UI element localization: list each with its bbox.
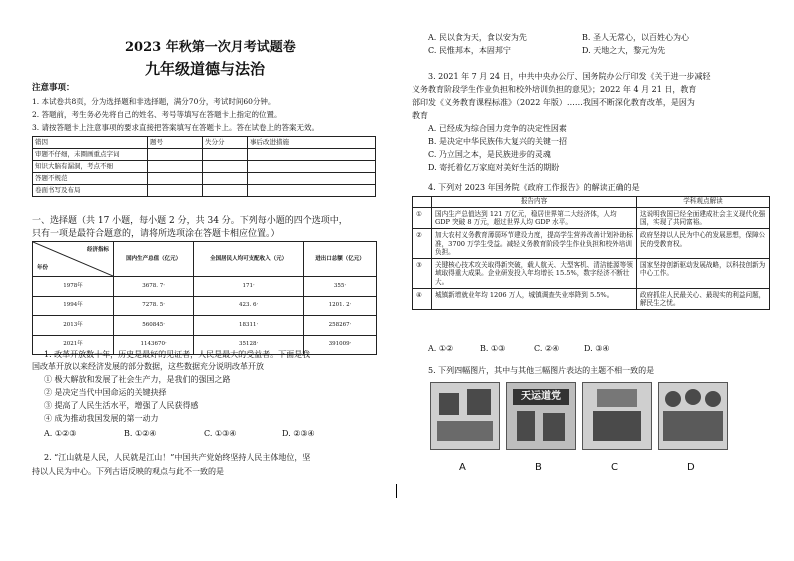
report-content: 城镇新增就业年均 1206 万人，城镇调查失业率降到 5.5%。: [432, 288, 637, 309]
view-interpretation: 政府坚持以人民为中心的发展思想，保障公民的受教育权。: [637, 229, 770, 259]
q3-stem: 3. 2021 年 7 月 24 日，中共中央办公厅、国务院办公厅印发《关于进一步减轻: [428, 72, 711, 81]
picture-label-d: D: [687, 462, 695, 473]
table-cell[interactable]: [148, 149, 203, 161]
table-row-label: 卷面书写及布局: [33, 185, 148, 197]
table-cell[interactable]: [248, 173, 376, 185]
value-cell: 423. 6·: [194, 296, 304, 316]
figure-shape: [437, 421, 493, 441]
table-cell[interactable]: [248, 161, 376, 173]
q2-stem: 持以人民为中心。下列古语反映的观点与此不一致的是: [32, 467, 224, 476]
economic-data-table: [32, 241, 377, 355]
note-3: 3. 请按答题卡上注意事项的要求直接把答案填写在答题卡上。答在试卷上的答案无效。: [32, 123, 320, 132]
q4-option-a[interactable]: A. ①②: [428, 344, 454, 353]
q4-option-d[interactable]: D. ③④: [584, 344, 610, 353]
note-1: 1. 本试卷共8页，分为选择题和非选择题，满分70分，考试时间60分钟。: [32, 97, 276, 106]
year-cell: 1994年: [33, 296, 114, 316]
picture-label-a: A: [459, 462, 466, 473]
value-cell: 560845·: [114, 316, 194, 336]
picture-label-b: B: [535, 462, 542, 473]
figure-shape: [439, 393, 459, 415]
value-cell: 7278. 5·: [114, 296, 194, 316]
q2-option-c[interactable]: C. 民惟邦本，本固邦宁: [428, 46, 511, 55]
report-content: 加大农村义务教育薄弱环节建设力度，提高学生营养改善计划补助标准，3700 万学生受益。减轻义务教育阶段学生作业负担和校外培训负担。: [432, 229, 637, 259]
page-divider: [396, 484, 397, 498]
corner-top-label: 经济指标: [86, 247, 109, 253]
q4-option-b[interactable]: B. ①③: [480, 344, 506, 353]
value-cell: 1201. 2·: [304, 296, 377, 316]
view-interpretation: 国家坚持创新驱动发展战略，以科技创新为中心工作。: [637, 259, 770, 289]
row-number: ①: [413, 208, 432, 229]
q3-stem: 部印发《义务教育课程标准》（2022 年版）……我国不断深化教育改革，是因为: [412, 98, 695, 107]
table-header: 学科观点解读: [637, 197, 770, 208]
table-cell[interactable]: [148, 161, 203, 173]
picture-b-banner: 天运道党: [513, 389, 569, 405]
figure-shape: [665, 391, 681, 407]
year-cell: 2021年: [33, 335, 114, 355]
q3-option-d[interactable]: D. 寄托着亿万家庭对美好生活的期盼: [428, 163, 560, 172]
left-page: [0, 0, 396, 561]
figure-shape: [597, 389, 637, 407]
exam-subject: 九年级道德与法治: [145, 60, 266, 78]
table-header: 错因: [33, 137, 148, 149]
value-cell: 171·: [194, 277, 304, 297]
value-cell: 3678. 7·: [114, 277, 194, 297]
table-corner-cell: [33, 242, 114, 277]
table-row-label: 知识大脑有漏洞，考点不细: [33, 161, 148, 173]
picture-c[interactable]: [582, 382, 652, 450]
q1-stem: 1. 改革开放数十年，历史是最好的见证者，人民是最大的受益者。下面是我: [44, 350, 311, 359]
report-content: 关键核心技术攻关取得新突破，载人航天、大型客机、清洁能源等领域取得重大成果。企业研发投入年均增长 15.5%，数字经济不断壮大。: [432, 259, 637, 289]
row-number: ②: [413, 229, 432, 259]
figure-shape: [685, 389, 701, 405]
figure-shape: [593, 411, 641, 441]
view-interpretation: 这说明我国已经全面建成社会主义现代化强国，实现了共同富裕。: [637, 208, 770, 229]
section-1-instruction: 只有一项是最符合题意的，请将所选项涂在答题卡相应位置。）: [32, 229, 280, 239]
value-cell: 355·: [304, 277, 377, 297]
figure-shape: [705, 391, 721, 407]
year-cell: 1978年: [33, 277, 114, 297]
row-number: ③: [413, 259, 432, 289]
q2-option-a[interactable]: A. 民以食为天，食以安为先: [428, 33, 527, 42]
table-header: 题号: [148, 137, 203, 149]
value-cell: 35128·: [194, 335, 304, 355]
report-content: 国内生产总值达到 121 万亿元，稳居世界第二大经济体，人均 GDP 突破 8 万元，超过世界人均 GDP 水平。: [432, 208, 637, 229]
q3-option-a[interactable]: A. 已经成为综合国力竞争的决定性因素: [428, 124, 567, 133]
q2-option-b[interactable]: B. 圣人无常心，以百姓心为心: [582, 33, 689, 42]
view-interpretation: 政府抓住人民最关心、最现实的利益问题，解民生之忧。: [637, 288, 770, 309]
value-cell: 391009·: [304, 335, 377, 355]
table-header: 报告内容: [432, 197, 637, 208]
table-cell[interactable]: [248, 185, 376, 197]
table-cell[interactable]: [203, 149, 248, 161]
q4-table: [412, 196, 770, 310]
picture-b[interactable]: [506, 382, 576, 450]
q2-stem: 2. “江山就是人民，人民就是江山！”中国共产党始终坚持人民主体地位，坚: [44, 453, 311, 462]
q1-item: ③ 提高了人民生活水平，增强了人民获得感: [44, 401, 199, 410]
figure-shape: [543, 413, 565, 441]
picture-d[interactable]: [658, 382, 728, 450]
q1-option-b[interactable]: B. ①②④: [124, 429, 157, 438]
table-header: 进出口总额（亿元）: [304, 242, 377, 277]
figure-shape: [517, 411, 535, 441]
q2-option-d[interactable]: D. 天地之大，黎元为先: [582, 46, 666, 55]
q5-stem: 5. 下列四幅图片，其中与其他三幅图片表达的主题不相一致的是: [428, 366, 655, 375]
table-cell[interactable]: [148, 185, 203, 197]
q3-stem: 义务教育阶段学生作业负担和校外培训负担的意见》；2022 年 4 月 21 日，教育: [412, 85, 697, 94]
table-header: 国内生产总值（亿元）: [114, 242, 194, 277]
q3-option-c[interactable]: C. 乃立国之本，是民族进步的灵魂: [428, 150, 551, 159]
table-header: 事后改进措施: [248, 137, 376, 149]
value-cell: 18311·: [194, 316, 304, 336]
table-header: [413, 197, 432, 208]
picture-a[interactable]: [430, 382, 500, 450]
figure-shape: [663, 411, 723, 441]
q1-option-d[interactable]: D. ②③④: [282, 429, 315, 438]
table-cell[interactable]: [203, 161, 248, 173]
section-1-heading: 一、选择题（共 17 小题，每小题 2 分，共 34 分。下列每小题的四个选项中，: [32, 216, 348, 226]
error-analysis-table: [32, 136, 376, 197]
value-cell: 258267·: [304, 316, 377, 336]
table-cell[interactable]: [248, 149, 376, 161]
value-cell: 1143670·: [114, 335, 194, 355]
table-cell[interactable]: [203, 173, 248, 185]
q1-option-c[interactable]: C. ①③④: [204, 429, 237, 438]
note-2: 2. 答题前，考生务必先将自己的姓名、考号等填写在答题卡上指定的位置。: [32, 110, 282, 119]
row-number: ④: [413, 288, 432, 309]
q1-stem: 国改革开放以来经济发展的部分数据，这些数据充分说明改革开放: [32, 362, 264, 371]
exam-title: 2023 年秋第一次月考试题卷: [125, 40, 296, 55]
q3-option-b[interactable]: B. 是决定中华民族伟大复兴的关键一招: [428, 137, 567, 146]
q4-stem: 4. 下列对 2023 年国务院《政府工作报告》的解读正确的是: [428, 183, 640, 192]
table-row-label: 答题不规范: [33, 173, 148, 185]
table-header: 失分分: [203, 137, 248, 149]
q1-item: ① 极大解放和发展了社会生产力，是我们的强国之路: [44, 375, 231, 384]
notes-heading: 注意事项：: [32, 83, 75, 93]
q3-stem: 教育: [412, 111, 428, 120]
year-cell: 2013年: [33, 316, 114, 336]
q1-option-a[interactable]: A. ①②③: [44, 429, 77, 438]
q1-item: ④ 成为推动我国发展的第一动力: [44, 414, 159, 423]
table-cell[interactable]: [203, 185, 248, 197]
table-cell[interactable]: [148, 173, 203, 185]
corner-bottom-label: 年份: [37, 265, 49, 272]
table-header: 全国居民人均可支配收入（元）: [194, 242, 304, 277]
figure-shape: [467, 389, 491, 415]
table-row-label: 审题不仔细，未圈画重点字词: [33, 149, 148, 161]
q1-item: ② 是决定当代中国命运的关键抉择: [44, 388, 167, 397]
q4-option-c[interactable]: C. ②④: [534, 344, 560, 353]
picture-label-c: C: [611, 462, 618, 473]
